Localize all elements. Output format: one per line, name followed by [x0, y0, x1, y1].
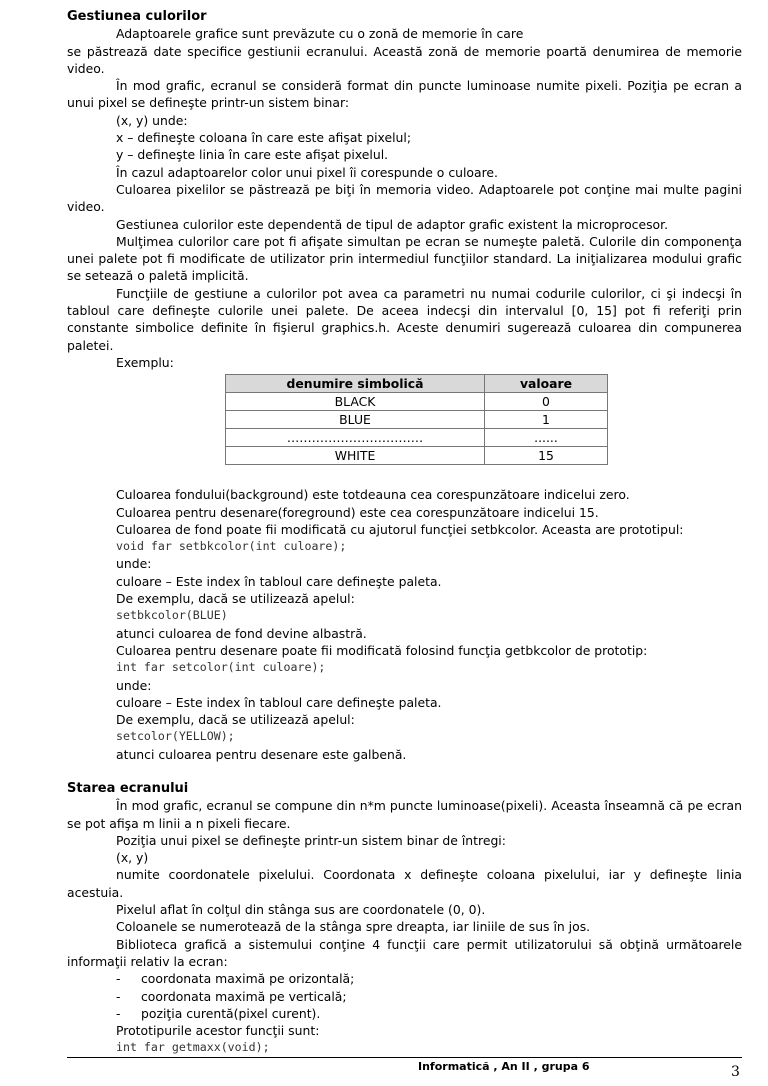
list-item: [67, 970, 742, 987]
paragraph: Biblioteca grafică a sistemului conţine 4 funcţii care permit utilizatorului să obţină următoarele informaţii relativ la ecran:: [67, 936, 742, 969]
table-row: [226, 447, 608, 465]
paragraph: În cazul adaptoarelor color unui pixel îi corespunde o culoare.: [116, 164, 498, 180]
y-definition: y – defineşte linia în care este afişat pixelul.: [116, 147, 389, 163]
paragraph: Culoarea de fond poate fii modificată cu ajutorul funcţiei setbkcolor. Aceasta are prototipul:: [116, 521, 684, 537]
paragraph: De exemplu, dacă se utilizează apelul:: [116, 712, 355, 728]
paragraph: unde:: [116, 556, 152, 572]
paragraph: Poziţia unui pixel se defineşte printr-un sistem binar de întregi:: [116, 832, 506, 848]
paragraph: Gestiunea culorilor este dependentă de tipul de adaptor grafic existent la microprocesor.: [116, 216, 669, 232]
list-item: [67, 1005, 742, 1022]
paragraph: se păstrează date specifice gestiunii ecranului. Această zonă de memorie poartă denumirea de memorie video.: [67, 43, 742, 76]
section-title-colors: Gestiunea culorilor: [67, 9, 207, 24]
code-line: setcolor(YELLOW);: [116, 729, 235, 744]
document-page: [67, 8, 742, 1057]
paragraph: Funcţiile de gestiune a culorilor pot avea ca parametri nu numai codurile culorilor, ci şi indecşi în tabloul care defineşte culorile unei palete. De aceea indecşi din intervalul [0, 15] pot fi referiţi prin constante simbolice definite în fişierul graphics.h. Aceste denumiri sugerează culoarea din compunerea paletei.: [67, 285, 742, 353]
table-cell: ......: [485, 429, 608, 447]
table-cell: BLACK: [226, 393, 485, 411]
paragraph: Mulţimea culorilor care pot fi afişate simultan pe ecran se numeşte paletă. Culorile din componenţa unei palete pot fi modificate de utilizator prin intermediul funcţiilor standard. La iniţializarea modului grafic se setează o paletă implicită.: [67, 233, 742, 284]
paragraph: Culoarea pentru desenare(foreground) este cea corespunzătoare indicelui 15.: [116, 504, 599, 520]
paragraph: Prototipurile acestor funcţii sunt:: [116, 1023, 320, 1039]
list-bullet: -: [116, 988, 121, 1004]
table-row: [226, 393, 608, 411]
paragraph: culoare – Este index în tabloul care defineşte paleta.: [116, 694, 442, 710]
table-header-row: [226, 375, 608, 393]
table-cell: BLUE: [226, 411, 485, 429]
list-bullet: -: [116, 971, 121, 987]
table-cell: ……………………………: [226, 429, 485, 447]
example-label: Exemplu:: [116, 354, 174, 370]
coord-line: (x, y) unde:: [116, 112, 188, 128]
paragraph: Adaptoarele grafice sunt prevăzute cu o zonă de memorie în care: [116, 26, 524, 42]
table-row: [226, 411, 608, 429]
paragraph: În mod grafic, ecranul se consideră format din puncte luminoase numite pixeli. Poziţia pe ecran a unui pixel se defineşte printr-un sistem binar:: [67, 78, 742, 111]
list-item-text: coordonata maximă pe orizontală;: [141, 971, 355, 987]
code-line: int far getmaxx(void);: [116, 1040, 270, 1055]
table-cell: 15: [485, 447, 608, 465]
table-cell: 1: [485, 411, 608, 429]
paragraph: În mod grafic, ecranul se compune din n*m puncte luminoase(pixeli). Aceasta înseamnă că pe ecran se pot afişa m linii a n pixeli fiecare.: [67, 798, 742, 831]
coord-line: (x, y): [116, 850, 149, 866]
paragraph: culoare – Este index în tabloul care defineşte paleta.: [116, 573, 442, 589]
column-header: valoare: [485, 375, 608, 393]
paragraph: Culoarea pixelilor se păstrează pe biţi în memoria video. Adaptoarele pot conţine mai multe pagini video.: [67, 181, 742, 215]
code-line: void far setbkcolor(int culoare);: [116, 539, 347, 554]
paragraph: Culoarea pentru desenare poate fii modificată folosind funcţia getbkcolor de prototip:: [116, 642, 648, 658]
page-number: 3: [731, 1064, 740, 1080]
list-bullet: -: [116, 1005, 121, 1021]
table-cell: WHITE: [226, 447, 485, 465]
table-row: [226, 429, 608, 447]
footer-divider: [67, 1057, 742, 1058]
code-line: int far setcolor(int culoare);: [116, 660, 326, 675]
list-item-text: poziţia curentă(pixel curent).: [141, 1005, 321, 1021]
table-cell: 0: [485, 393, 608, 411]
column-header: denumire simbolică: [226, 375, 485, 393]
code-line: setbkcolor(BLUE): [116, 608, 228, 623]
paragraph: Pixelul aflat în colţul din stânga sus are coordonatele (0, 0).: [116, 902, 486, 918]
list-item: [67, 988, 742, 1005]
paragraph: numite coordonatele pixelului. Coordonata x defineşte coloana pixelului, iar y defineşte linia acestuia.: [67, 867, 742, 900]
paragraph: atunci culoarea pentru desenare este galbenă.: [116, 746, 407, 762]
section-title-screen-state: Starea ecranului: [67, 780, 189, 796]
list-item-text: coordonata maximă pe verticală;: [141, 988, 347, 1004]
x-definition: x – defineşte coloana în care este afişat pixelul;: [116, 130, 412, 146]
footer-text: Informatică , An II , grupa 6: [418, 1060, 590, 1073]
palette-table: [225, 374, 608, 465]
paragraph: unde:: [116, 677, 152, 693]
paragraph: Coloanele se numerotează de la stânga spre dreapta, iar liniile de sus în jos.: [116, 919, 591, 935]
paragraph: De exemplu, dacă se utilizează apelul:: [116, 591, 355, 607]
paragraph: Culoarea fondului(background) este totdeauna cea corespunzătoare indicelui zero.: [116, 487, 630, 503]
paragraph: atunci culoarea de fond devine albastră.: [116, 625, 367, 641]
